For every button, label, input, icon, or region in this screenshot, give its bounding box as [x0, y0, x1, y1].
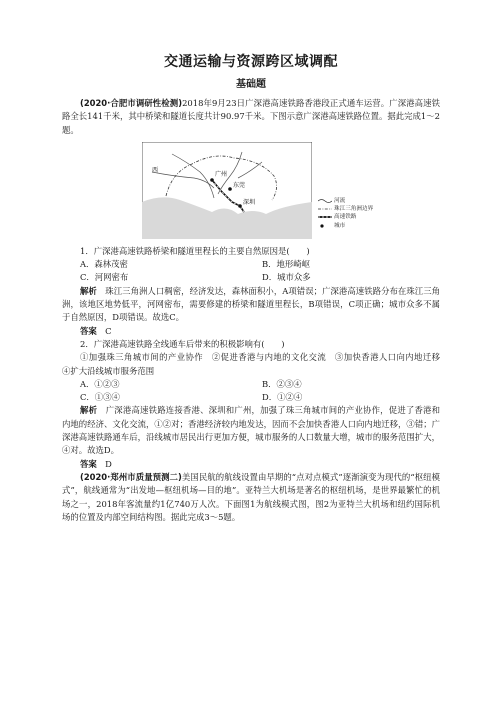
city-shenzhen: [238, 204, 242, 208]
q2-option-d: D．①②④: [262, 392, 303, 403]
q2-analysis-label: 解析: [80, 405, 98, 416]
legend-railway: [318, 213, 373, 221]
city-legend-icon: [318, 223, 332, 229]
map-label-guangzhou: 广州: [215, 170, 228, 178]
q2-answer-value: D: [105, 458, 112, 469]
q2-option-a: A．①②③: [80, 378, 120, 389]
legend-label-railway: 高速铁路: [334, 214, 357, 221]
q1-answer: [62, 325, 440, 338]
q2-options: [62, 378, 440, 405]
legend-label-boundary: 珠江三角洲边界: [334, 206, 374, 213]
q2-stem: 2．广深港高速铁路全线通车后带来的积极影响有( ): [80, 338, 285, 349]
q1-analysis-label: 解析: [80, 285, 97, 296]
section-subtitle: 基础题: [236, 79, 266, 90]
q2-option-b: B．②③④: [262, 378, 302, 389]
city-guangzhou: [210, 178, 214, 182]
map-label-shenzhen: 深圳: [243, 198, 256, 206]
legend-city: [318, 222, 373, 230]
intro-2-text: 美国民航的航线设置由早期的“点对点模式”逐渐演变为现代的“枢纽模式”，航线通常为“出发地—枢纽机场—目的地”。亚特兰大机场是著名的枢纽机场，是世界最繁忙的机场之一，2018年客流量约1亿740万人次。下面图1为航线模式图，图2为亚特兰大机场和纽约国际机场的位置及内部空间结构图。据此完成3～5题。: [62, 471, 441, 522]
q1-option-b: B．地形崎岖: [262, 259, 311, 270]
q2-analysis-text: 广深港高速铁路连接香港、深圳和广州，加强了珠三角城市间的产业协作，促进了香港和内地的经济、文化交流，①②对；香港经济较内地发达，因而不会加快香港人口向内地迁移，③错；广深港高速铁路通车后，沿线城市居民出行更加方便，城市服务的人口数量大增，城市的服务范围扩大，④对。故选D。: [62, 405, 441, 456]
q1-answer-value: C: [105, 325, 112, 336]
map-label-xi: 西: [152, 166, 159, 174]
q2-analysis: [62, 404, 440, 457]
document-body: [62, 54, 449, 524]
legend-river: [318, 197, 373, 205]
railway-legend-icon: [318, 214, 332, 220]
q1-analysis-text: 珠江三角洲人口稠密，经济发达，森林面积小，A项错误；广深港高速铁路分布在珠江三角洲，该地区地势低平，河网密布，需要修建的桥梁和隧道里程长，B项错误，C项正确；城市众多不属于自然原因，D项错误。故选C。: [62, 285, 441, 323]
map-label-dongguan: 东莞: [233, 181, 246, 189]
intro-1-source: (2020·合肥市调研性检测): [80, 98, 183, 108]
legend-label-city: 城市: [334, 222, 346, 229]
map-figure: [62, 142, 440, 239]
legend-label-river: 河流: [334, 197, 346, 204]
intro-paragraph-1: [62, 97, 440, 137]
city-dongguan: [228, 187, 232, 191]
q1-analysis: [62, 285, 440, 325]
intro-2-source: (2020·郑州市质量预测二): [80, 471, 182, 482]
q1-option-d: D．城市众多: [262, 272, 311, 283]
q1-answer-label: 答案: [80, 325, 97, 336]
map-legend: [318, 197, 373, 230]
intro-paragraph-2: [62, 471, 440, 524]
q1-option-c: C．河网密布: [80, 272, 129, 283]
legend-boundary: [318, 205, 373, 213]
intro-1-text: 2018年9月23日广深港高速铁路香港段正式通车运营。广深港高速铁路全长141千米，其中桥梁和隧道长度共计90.97千米。下图示意广深港高速铁路位置。据此完成1～2题。: [62, 98, 440, 135]
q1-stem: 1．广深港高速铁路桥梁和隧道里程长的主要自然原因是( ): [80, 245, 310, 256]
railway-map: [142, 142, 312, 239]
q2-option-c: C．①③④: [80, 392, 120, 403]
q1-option-a: A．森林茂密: [80, 259, 128, 270]
boundary-legend-icon: [318, 206, 332, 212]
q2-statements: ①加强珠三角城市间的产业协作 ②促进香港与内地的文化交流 ③加快香港人口向内地迁移 ④扩大沿线城市服务范围: [62, 352, 449, 376]
page-title: 交通运输与资源跨区域调配: [164, 54, 338, 70]
river-legend-icon: [318, 198, 332, 204]
q2-answer-label: 答案: [80, 458, 97, 469]
q2-answer: [62, 458, 440, 471]
q1-options: [62, 258, 440, 285]
